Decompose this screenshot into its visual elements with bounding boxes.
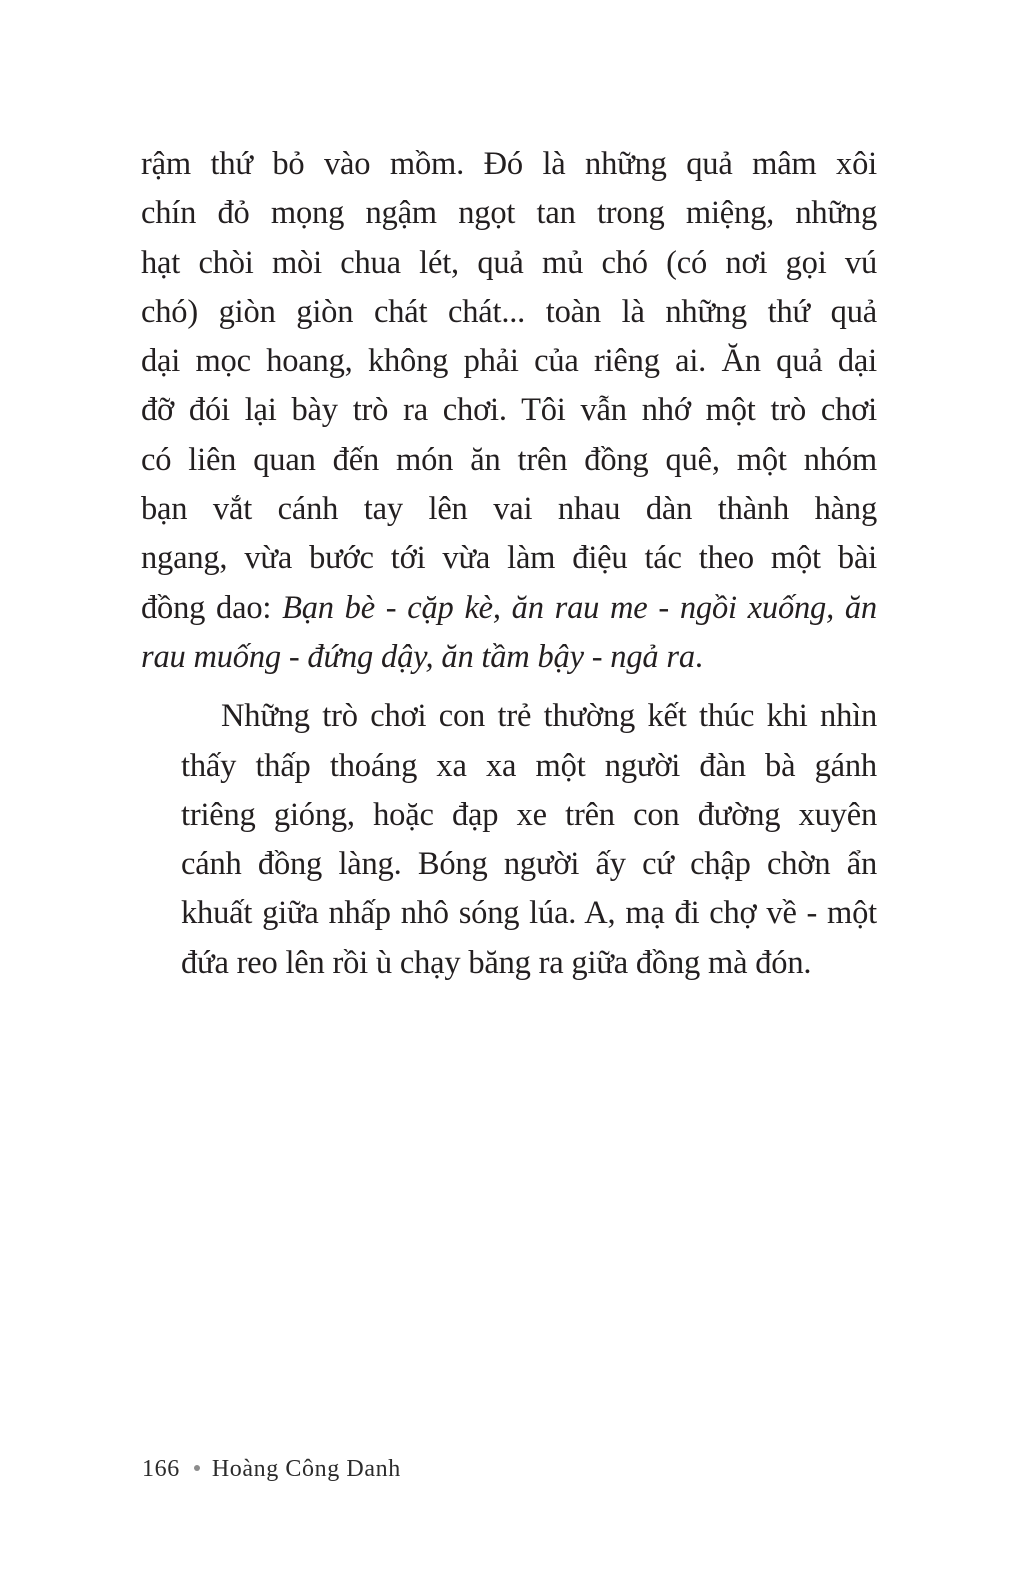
plain-text: đồng dao: [141,589,283,626]
text-line: khuất giữa nhấp nhô sóng lúa. A, mạ đi chợ về - một [181,895,877,932]
text-line: rậm thứ bỏ vào mồm. Đó là những quả mâm xôi [141,146,877,182]
folk-verse-italic: Bạn bè - cặp kè, ăn rau me - ngồi xuống, ăn [282,589,877,626]
text-line-with-verse [141,584,877,633]
paragraph-1 [141,140,877,682]
text-line: Những trò chơi con trẻ thường kết thúc khi nhìn [221,698,877,735]
author-name: Hoàng Công Danh [211,1456,401,1482]
text-line: cánh đồng làng. Bóng người ấy cứ chập chờn ẩn [181,846,877,883]
text-line-with-verse [141,633,877,682]
text-line: đỡ đói lại bày trò ra chơi. Tôi vẫn nhớ một trò chơi [141,392,877,429]
book-page-body [141,140,877,988]
page-number: 166 [142,1456,180,1482]
folk-verse-italic: rau muống - đứng dậy, ăn tầm bậy - ngả ra [141,638,695,675]
text-line: triêng gióng, hoặc đạp xe trên con đường xuyên [181,796,877,833]
text-line: hạt chòi mòi chua lét, quả mủ chó (có nơi gọi vú [141,244,877,281]
page-footer [142,1456,401,1483]
text-line: chín đỏ mọng ngậm ngọt tan trong miệng, những [141,195,877,232]
text-line: ngang, vừa bước tới vừa làm điệu tác theo một bài [141,540,877,577]
text-line: chó) giòn giòn chát chát... toàn là những thứ quả [141,293,877,330]
text-line: dại mọc hoang, không phải của riêng ai. Ăn quả dại [141,343,877,380]
paragraph-2 [141,692,877,988]
text-line: thấy thấp thoáng xa xa một người đàn bà gánh [181,747,877,784]
bullet-separator-icon [194,1465,200,1471]
text-line: đứa reo lên rồi ù chạy băng ra giữa đồng mà đón. [181,944,812,981]
text-line: có liên quan đến món ăn trên đồng quê, một nhóm [141,441,877,478]
plain-text: . [694,638,703,675]
text-line: bạn vắt cánh tay lên vai nhau dàn thành hàng [141,491,877,528]
